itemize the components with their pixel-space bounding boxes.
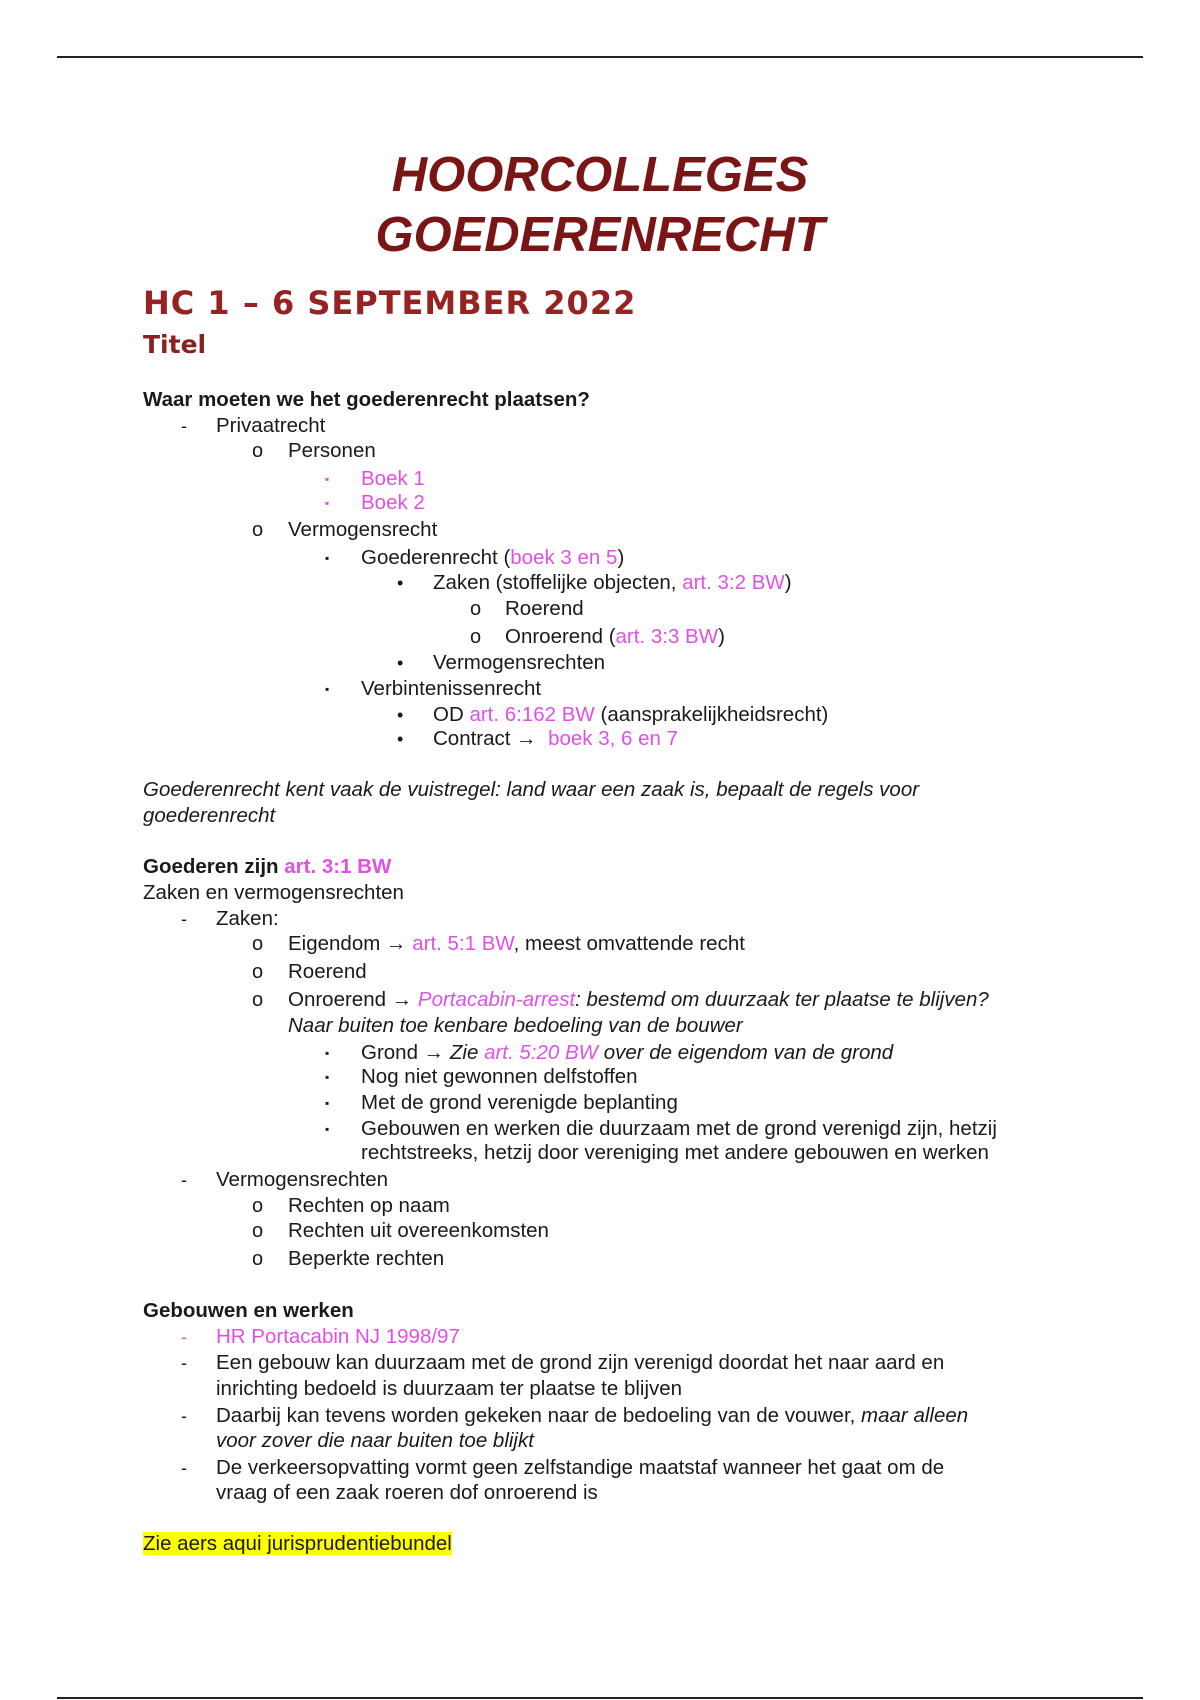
gebouwen-item-line2: rechtstreeks, hetzij door vereniging met andere gebouwen en werken	[361, 1141, 989, 1164]
arrow-icon: →	[386, 932, 407, 955]
square-marker: ▪	[325, 1046, 330, 1060]
circle-marker: o	[252, 1248, 264, 1270]
grond-item	[361, 1040, 893, 1066]
grond-rest: over de eigendom van de grond	[598, 1041, 894, 1064]
beplanting-item: Met de grond verenigde beplanting	[361, 1091, 678, 1114]
roerend-item-2: Roerend	[288, 960, 367, 983]
onroerend-item-2	[288, 987, 989, 1013]
arrow-icon: →	[516, 727, 537, 750]
item2-line1	[216, 1403, 968, 1429]
zaken-close: )	[784, 571, 792, 594]
onroerend-item	[505, 624, 725, 650]
hr-portacabin-link[interactable]: HR Portacabin NJ 1998/97	[216, 1325, 460, 1348]
gebouwen-item-line1: Gebouwen en werken die duurzaam met de grond verenigd zijn, hetzij	[361, 1117, 997, 1140]
dash-marker: -	[181, 909, 187, 929]
eigendom-text: Eigendom	[288, 932, 387, 955]
onroerend-text-2: Onroerend	[288, 988, 392, 1011]
vermogensrecht-item: Vermogensrecht	[288, 518, 438, 541]
section2-sub: Zaken en vermogensrechten	[143, 881, 404, 904]
od-rest: (aansprakelijkheidsrecht)	[594, 703, 829, 726]
circle-marker: o	[252, 989, 264, 1011]
zaken-ref-link[interactable]: art. 3:2 BW	[682, 571, 785, 594]
square-marker: ▪	[325, 496, 330, 510]
note-line2: goederenrecht	[143, 804, 276, 827]
section3-heading: Gebouwen en werken	[143, 1299, 354, 1322]
onroerend-text: Onroerend (	[505, 625, 616, 648]
dash-marker: -	[181, 1458, 187, 1478]
rechten-op-naam-item: Rechten op naam	[288, 1194, 450, 1217]
personen-item: Personen	[288, 439, 376, 462]
dash-marker: -	[181, 1170, 187, 1190]
document-title-line1: HOORCOLLEGES	[391, 148, 809, 202]
onroerend-ref-link[interactable]: art. 3:3 BW	[615, 625, 719, 648]
vermogensrechten-heading-item: Vermogensrechten	[216, 1168, 389, 1191]
privaatrecht-item: Privaatrecht	[216, 414, 326, 437]
grond-text: Grond	[361, 1041, 424, 1064]
eigendom-item	[288, 931, 745, 957]
eigendom-ref-link[interactable]: art. 5:1 BW	[412, 932, 514, 955]
grond-zie: Zie	[449, 1041, 485, 1064]
circle-marker: o	[252, 961, 264, 983]
beperkte-rechten-item: Beperkte rechten	[288, 1247, 445, 1270]
onroerend-close: )	[718, 625, 725, 648]
onroerend-rest: : bestemd om duurzaak ter plaatse te blijven?	[575, 988, 989, 1011]
document-title-line2: GOEDERENRECHT	[375, 208, 825, 262]
zaken-item	[433, 570, 792, 596]
square-marker: ▪	[325, 1070, 330, 1084]
highlighted-note	[143, 1531, 452, 1557]
vermogensrechten-item: Vermogensrechten	[433, 651, 606, 674]
bullet-marker: •	[397, 653, 404, 673]
item2-italic: maar alleen	[861, 1404, 969, 1427]
contract-ref-link[interactable]: boek 3, 6 en 7	[548, 727, 679, 750]
zaken-text: Zaken (stoffelijke objecten,	[433, 571, 683, 594]
goederenrecht-close: )	[617, 546, 625, 569]
goederenrecht-ref-link[interactable]: boek 3 en 5	[510, 546, 618, 569]
square-marker: ▪	[325, 551, 330, 565]
grond-ref-link[interactable]: art. 5:20 BW	[484, 1041, 598, 1064]
eigendom-rest: , meest omvattende recht	[513, 932, 745, 955]
od-ref-link[interactable]: art. 6:162 BW	[469, 703, 595, 726]
rechten-overeenkomsten-item: Rechten uit overeenkomsten	[288, 1219, 549, 1242]
circle-marker: o	[252, 440, 264, 462]
circle-marker: o	[252, 519, 264, 541]
bullet-marker: •	[397, 729, 404, 749]
square-marker: ▪	[325, 472, 330, 486]
item3-line2: vraag of een zaak roeren dof onroerend is	[216, 1481, 598, 1504]
dash-marker: -	[181, 416, 187, 436]
note-line1: Goederenrecht kent vaak de vuistregel: land waar een zaak is, bepaalt de regels voor	[143, 778, 920, 801]
delfstoffen-item: Nog niet gewonnen delfstoffen	[361, 1065, 638, 1088]
bullet-marker: •	[397, 573, 404, 593]
boek2-link[interactable]: Boek 2	[361, 491, 425, 514]
circle-marker: o	[470, 626, 482, 648]
item2-line2: voor zover die naar buiten toe blijkt	[216, 1429, 534, 1452]
square-marker: ▪	[325, 1122, 330, 1136]
roerend-item: Roerend	[505, 597, 584, 620]
circle-marker: o	[470, 598, 482, 620]
boek1-link[interactable]: Boek 1	[361, 467, 425, 490]
od-text: OD	[433, 703, 470, 726]
top-rule	[57, 56, 1143, 58]
dash-marker: -	[181, 1406, 187, 1426]
section1-question: Waar moeten we het goederenrecht plaatsen?	[143, 388, 590, 411]
onroerend-line2: Naar buiten toe kenbare bedoeling van de bouwer	[288, 1014, 743, 1037]
verbintenissenrecht-item: Verbintenissenrecht	[361, 677, 542, 700]
section2-heading-text: Goederen zijn	[143, 855, 285, 878]
highlighted-text: Zie aers aqui jurisprudentiebundel	[143, 1532, 452, 1555]
item1-line1: Een gebouw kan duurzaam met de grond zijn verenigd doordat het naar aard en	[216, 1351, 945, 1374]
arrow-icon: →	[391, 988, 413, 1011]
item3-line1: De verkeersopvatting vormt geen zelfstandige maatstaf wanneer het gaat om de	[216, 1456, 945, 1479]
contract-item	[433, 726, 678, 752]
dash-marker: -	[181, 1327, 187, 1347]
circle-marker: o	[252, 1220, 264, 1242]
section2-heading	[143, 854, 391, 880]
contract-text: Contract	[433, 727, 517, 750]
item1-line2: inrichting bedoeld is duurzaam ter plaatse te blijven	[216, 1377, 683, 1400]
circle-marker: o	[252, 1195, 264, 1217]
heading-hc1: HC 1 – 6 SEPTEMBER 2022	[143, 284, 637, 322]
section2-heading-ref-link[interactable]: art. 3:1 BW	[284, 855, 392, 878]
od-item	[433, 702, 828, 728]
goederenrecht-text: Goederenrecht (	[361, 546, 511, 569]
heading-titel: Titel	[143, 330, 207, 359]
item2-text: Daarbij kan tevens worden gekeken naar de bedoeling van de vouwer,	[216, 1404, 862, 1427]
goederenrecht-item	[361, 545, 624, 571]
arrow-icon: →	[423, 1041, 445, 1064]
square-marker: ▪	[325, 682, 330, 696]
circle-marker: o	[252, 933, 264, 955]
bottom-rule	[57, 1697, 1143, 1699]
square-marker: ▪	[325, 1096, 330, 1110]
portacabin-arrest-link[interactable]: Portacabin-arrest	[417, 988, 576, 1011]
zaken-heading-item: Zaken:	[216, 907, 279, 930]
bullet-marker: •	[397, 705, 404, 725]
dash-marker: -	[181, 1353, 187, 1373]
